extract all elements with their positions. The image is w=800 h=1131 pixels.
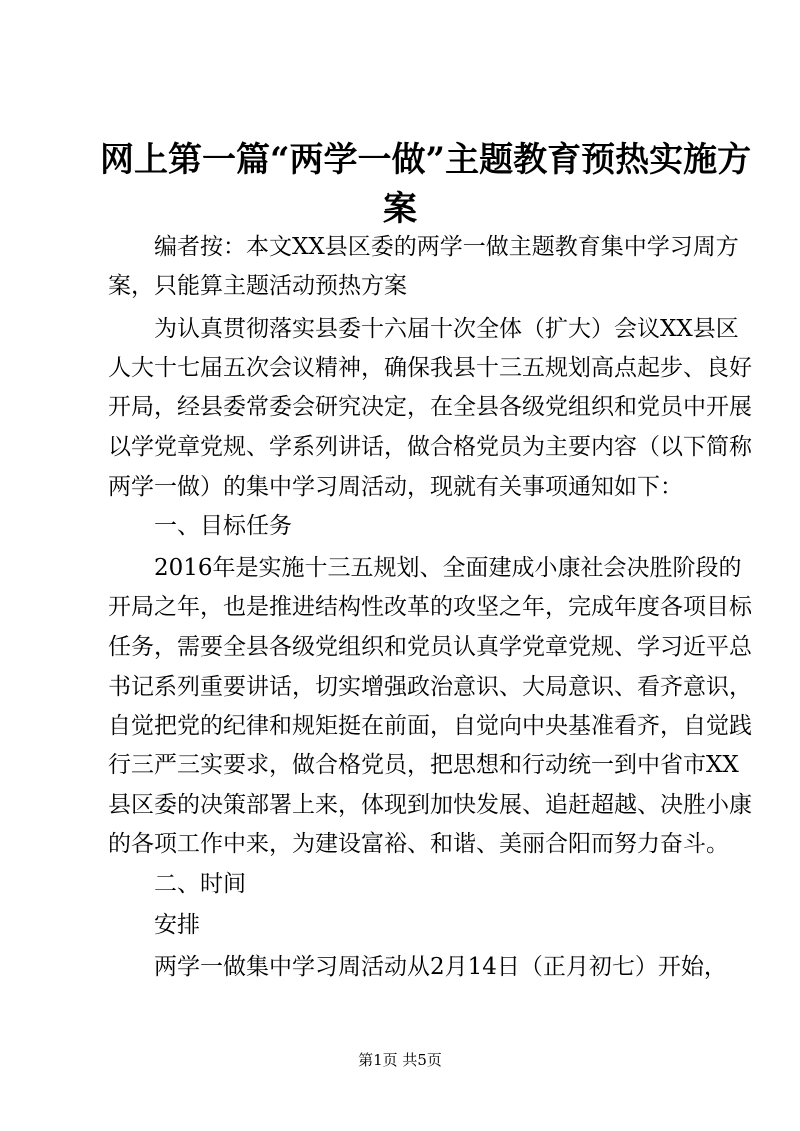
body-line: 县区委的决策部署上来，体现到加快发展、追赶超越、决胜小康 (108, 792, 752, 818)
body-line: 编者按：本文XX县区委的两学一做主题教育集中学习周方 (108, 234, 739, 260)
document-title-line-2: 案 (383, 189, 417, 229)
body-line: 两学一做集中学习周活动从2月14日（正月初七）开始， (108, 954, 727, 980)
body-line: 的各项工作中来，为建设富裕、和谐、美丽合阳而努力奋斗。 (108, 831, 729, 857)
page-footer: 第1页 共5页 (358, 1051, 442, 1069)
body-line: 行三严三实要求，做合格党员，把思想和行动统一到中省市XX (108, 752, 739, 778)
section-heading: 二、时间 (108, 871, 246, 897)
body-line: 两学一做）的集中学习周活动，现就有关事项通知如下： (108, 474, 683, 500)
body-line: 开局之年，也是推进结构性改革的攻坚之年，完成年度各项目标 (108, 594, 752, 620)
body-line: 人大十七届五次会议精神，确保我县十三五规划高点起步、良好 (108, 355, 752, 381)
document-title-line-1: 网上第一篇“两学一做”主题教育预热实施方 (100, 140, 752, 180)
body-line: 开局，经县委常委会研究决定，在全县各级党组织和党员中开展 (108, 394, 752, 420)
body-line: 2016年是实施十三五规划、全面建成小康社会决胜阶段的 (108, 555, 742, 581)
body-line: 为认真贯彻落实县委十六届十次全体（扩大）会议XX县区 (108, 316, 739, 342)
body-line: 书记系列重要讲话，切实增强政治意识、大局意识、看齐意识， (108, 674, 752, 700)
body-line: 自觉把党的纪律和规矩挺在前面，自觉向中央基准看齐，自觉践 (108, 713, 752, 739)
section-heading: 一、目标任务 (108, 513, 292, 539)
body-line: 以学党章党规、学系列讲话，做合格党员为主要内容（以下简称 (108, 434, 752, 460)
body-line: 案，只能算主题活动预热方案 (108, 273, 407, 299)
body-line: 安排 (108, 912, 200, 938)
body-line: 任务，需要全县各级党组织和党员认真学党章党规、学习近平总 (108, 634, 752, 660)
